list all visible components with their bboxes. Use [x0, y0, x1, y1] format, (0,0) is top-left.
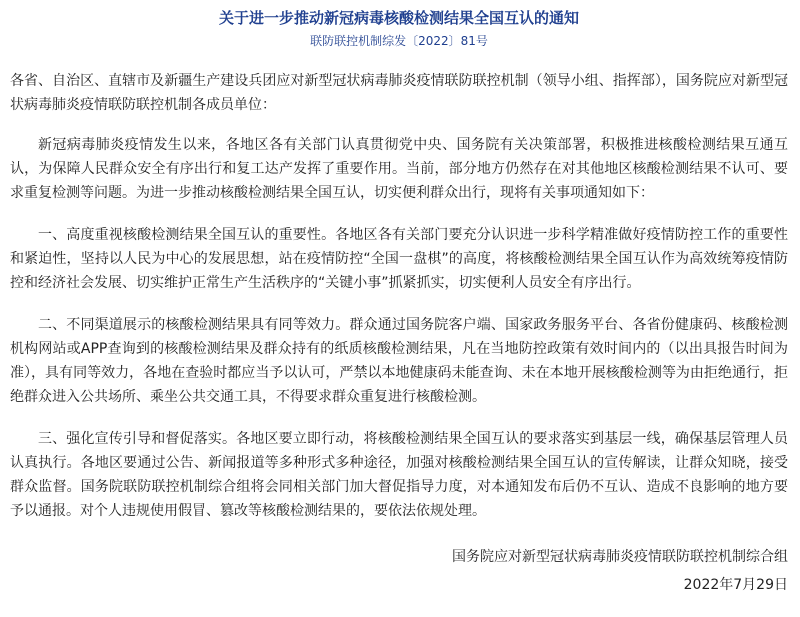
paragraph-intro: 新冠病毒肺炎疫情发生以来，各地区各有关部门认真贯彻党中央、国务院有关决策部署，积极推进核酸检测结果互通互认，为保障人民群众安全有序出行和复工达产发挥了重要作用。当前，部分地方仍然存在对其他地区核酸检测结果不认可、要求重复检测等问题。为进一步推动核酸检测结果全国互认，切实便利群众出行，现将有关事项通知如下： [10, 137, 788, 201]
issue-date: 2022年7月29日 [683, 577, 788, 593]
addressee: 各省、自治区、直辖市及新疆生产建设兵团应对新型冠状病毒肺炎疫情联防联控机制（领导小组、指挥部），国务院应对新型冠状病毒肺炎疫情联防联控机制各成员单位： [10, 73, 788, 113]
paragraph-item-3: 三、强化宣传引导和督促落实。各地区要立即行动，将核酸检测结果全国互认的要求落实到基层一线，确保基层管理人员认真执行。各地区要通过公告、新闻报道等多种形式多种途径，加强对核酸检测结果全国互认的宣传解读，让群众知晓，接受群众监督。国务院联防联控机制综合组将会同相关部门加大督促指导力度，对本通知发布后仍不互认、造成不良影响的地方要予以通报。对个人违规使用假冒、篡改等核酸检测结果的，要依法依规处理。 [10, 431, 788, 519]
document-number: 联防联控机制综发〔2022〕81号 [310, 34, 488, 48]
document-title: 关于进一步推动新冠病毒核酸检测结果全国互认的通知 [218, 9, 579, 27]
paragraph-item-2: 二、不同渠道展示的核酸检测结果具有同等效力。群众通过国务院客户端、国家政务服务平台、各省份健康码、核酸检测机构网站或APP查询到的核酸检测结果及群众持有的纸质核酸检测结果，凡在当地防控政策有效时间内的（以出具报告时间为准），具有同等效力，各地在查验时都应当予以认可，严禁以本地健康码未能查询、未在本地开展核酸检测等为由拒绝通行，拒绝群众进入公共场所、乘坐公共交通工具，不得要求群众重复进行核酸检测。 [10, 317, 788, 405]
issuer-signature: 国务院应对新型冠状病毒肺炎疫情联防联控机制综合组 [452, 549, 788, 565]
paragraph-item-1: 一、高度重视核酸检测结果全国互认的重要性。各地区各有关部门要充分认识进一步科学精准做好疫情防控工作的重要性和紧迫性，坚持以人民为中心的发展思想，站在疫情防控“全国一盘棋”的高度，将核酸检测结果全国互认作为高效统筹疫情防控和经济社会发展、切实维护正常生产生活秩序的“关键小事”抓紧抓实，切实便利人员安全有序出行。 [10, 227, 788, 291]
